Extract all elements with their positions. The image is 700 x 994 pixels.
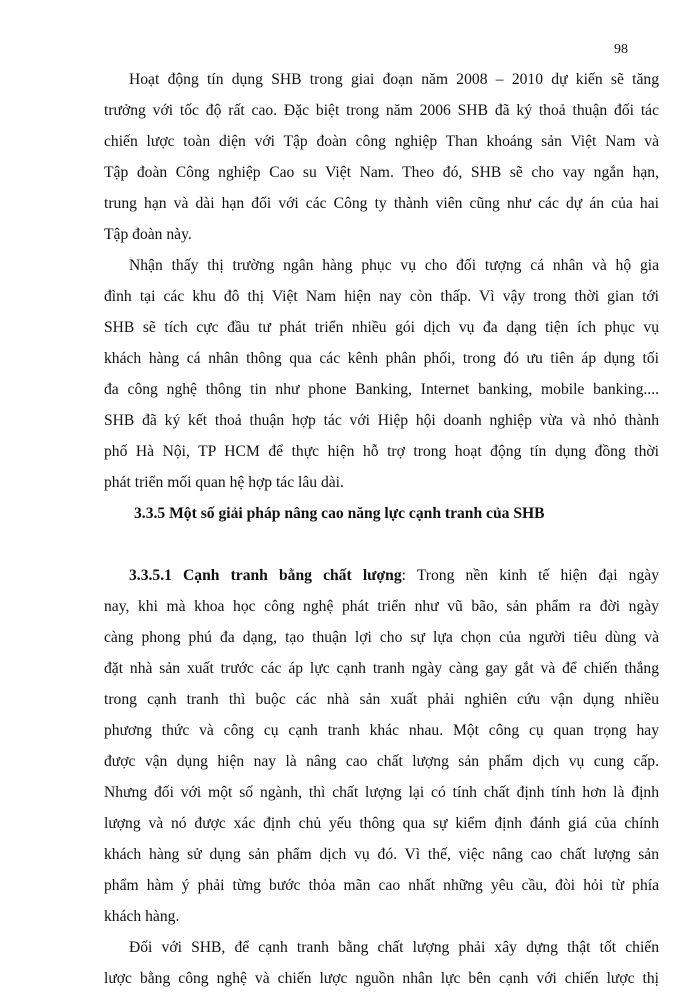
section-heading: 3.3.5 Một số giải pháp nâng cao năng lực cạnh tranh của SHB [134,505,545,522]
paragraph-line: khách hàng. [104,908,180,925]
blank-line [104,529,659,560]
paragraph-line: khách hàng sử dụng sản phẩm dịch vụ đó. Vì thế, việc nâng cao chất lượng sản [104,846,659,863]
paragraph-line: Nhưng đối với một số ngành, thì chất lượng lại có tính chất định tính hơn là định [104,784,659,801]
paragraph-line: đình tại các khu đô thị Việt Nam hiện nay còn thấp. Vì vậy trong thời gian tới [104,288,659,305]
paragraph-line: được vận dụng hiện nay là nâng cao chất lượng sản phẩm dịch vụ cung cấp. [104,753,659,770]
paragraph-line: đa công nghệ thông tin như phone Banking, Internet banking, mobile banking.... [104,381,659,398]
paragraph-line: khách hàng cá nhân thông qua các kênh phân phối, trong đó ưu tiên áp dụng tối [104,350,659,367]
paragraph-line: nay, khi mà khoa học công nghệ phát triển như vũ bão, sản phẩm ra đời ngày [104,598,659,615]
subsection-heading: 3.3.5.1 Cạnh tranh bằng chất lượng [129,567,402,584]
paragraph-line: SHB sẽ tích cực đầu tư phát triển nhiều gói dịch vụ đa dạng tiện ích phục vụ [104,319,659,336]
paragraph-line: Hoạt động tín dụng SHB trong giai đoạn năm 2008 – 2010 dự kiến sẽ tăng [129,71,659,88]
paragraph-line [104,560,659,591]
paragraph-line: lược bằng công nghệ và chiến lược nguồn nhân lực bên cạnh với chiến lược thị [104,970,659,987]
paragraph-line: phát triển mối quan hệ hợp tác lâu dài. [104,474,344,491]
paragraph-line: trung hạn và dài hạn đối với các Công ty thành viên cũng như các dự án của hai [104,195,659,212]
paragraph-line-rest: : Trong nền kinh tế hiện đại ngày [401,567,659,584]
paragraph-line: trưởng với tốc độ rất cao. Đặc biệt trong năm 2006 SHB đã ký thoả thuận đối tác [104,102,659,119]
paragraph-line: càng phong phú đa dạng, tạo thuận lợi cho sự lựa chọn của người tiêu dùng và [104,629,659,646]
paragraph-quality-competition [104,560,659,932]
page-number: 98 [614,42,628,57]
paragraph-line: đặt nhà sản xuất trước các áp lực cạnh tranh ngày càng gay gắt và để chiến thắng [104,660,659,677]
paragraph-credit-growth [104,64,659,250]
paragraph-line: phương thức và công cụ cạnh tranh khác nhau. Một công cụ quan trọng hay [104,722,659,739]
paragraph-line: SHB đã ký kết thoả thuận hợp tác với Hiệp hội doanh nghiệp vừa và nhỏ thành [104,412,659,429]
paragraph-line: Tập đoàn Công nghiệp Cao su Việt Nam. Theo đó, SHB sẽ cho vay ngắn hạn, [104,164,659,181]
paragraph-shb-strategy [104,932,659,994]
paragraph-line: Đối với SHB, để cạnh tranh bằng chất lượng phải xây dựng thật tốt chiến [129,939,659,956]
paragraph-line: Nhận thấy thị trường ngân hàng phục vụ cho đối tượng cá nhân và hộ gia [129,257,659,274]
body-text [104,64,659,994]
paragraph-line: chiến lược toàn diện với Tập đoàn công nghiệp Than khoáng sản Việt Nam và [104,133,659,150]
paragraph-line: Tập đoàn này. [104,226,192,243]
paragraph-line: phẩm hàm ý phải từng bước thỏa mãn cao nhất những yêu cầu, đòi hỏi từ phía [104,877,659,894]
paragraph-line: trong cạnh tranh thì buộc các nhà sản xuất phải nghiên cứu vận dụng nhiều [104,691,659,708]
paragraph-line: phố Hà Nội, TP HCM để thực hiện hỗ trợ trong hoạt động tín dụng đồng thời [104,443,659,460]
paragraph-individual-market [104,250,659,498]
paragraph-line: lượng và nó được xác định chủ yếu thông qua sự kiểm định đánh giá của chính [104,815,659,832]
